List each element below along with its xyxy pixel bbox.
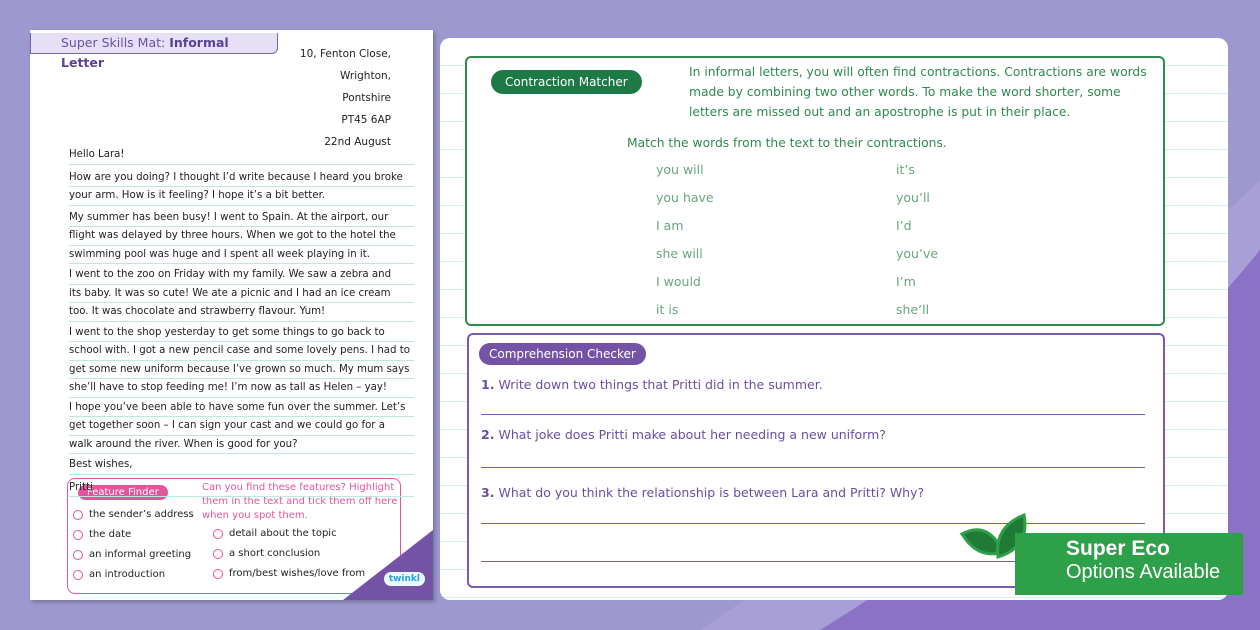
feature-checkbox-item[interactable] — [73, 549, 191, 560]
letter-line: I went to the shop yesterday to get some things to go back to — [69, 324, 414, 343]
letter-line: swimming pool was huge and I spent all week playing in it. — [69, 246, 414, 265]
letter-line: I went to the zoo on Friday with my family. We saw a zebra and — [69, 266, 414, 285]
letter-page — [30, 30, 433, 600]
page-title: Super Skills Mat: Informal Letter — [30, 33, 278, 54]
feature-checkbox-item[interactable] — [73, 509, 194, 520]
question-number: 2. — [481, 427, 495, 442]
corner-decoration — [343, 530, 433, 600]
letter-paragraph — [69, 209, 414, 265]
question-number: 3. — [481, 485, 495, 500]
letter-line: flight was delayed by three hours. When we got to the hotel the — [69, 227, 414, 246]
question — [481, 377, 823, 392]
contraction-word[interactable]: I would — [656, 274, 701, 289]
checkbox-circle-icon[interactable] — [213, 569, 223, 579]
contraction-word[interactable]: she will — [656, 246, 703, 261]
comprehension-checker-label: Comprehension Checker — [479, 343, 646, 365]
question-text: Write down two things that Pritti did in the summer. — [498, 377, 823, 392]
address-line: Wrighton, — [340, 70, 391, 82]
checkbox-circle-icon[interactable] — [213, 549, 223, 559]
address-line: 10, Fenton Close, — [299, 48, 391, 60]
letter-line: its baby. It was so cute! We ate a picnic and I had an ice cream — [69, 285, 414, 304]
feature-finder-label: Feature Finder — [78, 485, 168, 500]
feature-label: the date — [89, 529, 132, 540]
contraction-word[interactable]: I am — [656, 218, 684, 233]
checkbox-circle-icon[interactable] — [73, 570, 83, 580]
contraction-option[interactable]: you’ll — [896, 190, 930, 205]
eco-banner[interactable] — [1015, 533, 1243, 595]
question — [481, 427, 886, 442]
letter-line: How are you doing? I thought I’d write because I heard you broke — [69, 169, 414, 188]
feature-checkbox-item[interactable] — [73, 569, 165, 580]
checkbox-circle-icon[interactable] — [73, 510, 83, 520]
feature-label: a short conclusion — [229, 548, 321, 559]
question — [481, 485, 924, 500]
letter-paragraph — [69, 169, 414, 206]
feature-finder-description: Can you find these features? Highlight them in the text and tick them off here when you spot them. — [202, 482, 398, 521]
letter-paragraph — [69, 479, 414, 498]
letter-line: too. It was chocolate and strawberry flavour. Yum! — [69, 303, 414, 322]
address-line: Pontshire — [342, 92, 391, 104]
contraction-matcher-label: Contraction Matcher — [491, 70, 642, 94]
feature-label: detail about the topic — [229, 528, 337, 539]
contraction-option[interactable]: she’ll — [896, 302, 930, 317]
checkbox-circle-icon[interactable] — [73, 530, 83, 540]
feature-label: an introduction — [89, 569, 166, 580]
feature-checkbox-item[interactable] — [213, 548, 320, 559]
letter-paragraph — [69, 266, 414, 322]
letter-line: school with. I got a new pencil case and some lovely pens. I had to — [69, 342, 414, 361]
question-number: 1. — [481, 377, 495, 392]
question-text: What do you think the relationship is between Lara and Pritti? Why? — [498, 485, 925, 500]
letter-line: My summer has been busy! I went to Spain. At the airport, our — [69, 209, 414, 228]
feature-label: from/best wishes/love from — [229, 568, 366, 579]
eco-subtitle: Options Available — [1066, 561, 1221, 583]
letter-paragraph — [69, 456, 414, 475]
contraction-word[interactable]: you will — [656, 162, 704, 177]
eco-title: Super Eco — [1066, 537, 1170, 560]
contraction-instruction: Match the words from the text to their contractions. — [627, 136, 947, 150]
letter-paragraph — [69, 399, 414, 455]
letter-line: Best wishes, — [69, 456, 414, 475]
contraction-option[interactable]: I’m — [896, 274, 916, 289]
contraction-option[interactable]: it’s — [896, 162, 915, 177]
contraction-intro: In informal letters, you will often find contractions. Contractions are words made by combining two other words. To make the word shorter, some letters are missed out and an apostrophe is put in their place. — [689, 65, 1147, 119]
answer-line[interactable] — [481, 467, 1145, 468]
letter-line: I hope you’ve been able to have some fun over the summer. Let’s — [69, 399, 414, 418]
letter-line: get some new uniform because I’ve grown so much. My mum says — [69, 361, 414, 380]
contraction-word[interactable]: you have — [656, 190, 714, 205]
letter-line: Pritti — [69, 479, 414, 498]
feature-checkbox-item[interactable] — [73, 529, 131, 540]
letter-line: she’ll have to stop feeding me! I’m now as tall as Helen – yay! — [69, 379, 414, 398]
contraction-option[interactable]: I’d — [896, 218, 912, 233]
letter-line: your arm. How is it feeling? I hope it’s a bit better. — [69, 187, 414, 206]
question-text: What joke does Pritti make about her needing a new uniform? — [498, 427, 886, 442]
feature-label: the sender’s address — [89, 509, 194, 520]
feature-label: an informal greeting — [89, 549, 192, 560]
feature-checkbox-item[interactable] — [213, 528, 337, 539]
address-line: 22nd August — [324, 136, 391, 148]
letter-line: get together soon – I can sign your cast and we could go for a — [69, 417, 414, 436]
address-line: PT45 6AP — [341, 114, 391, 126]
letter-paragraph — [69, 146, 414, 165]
answer-line[interactable] — [481, 414, 1145, 415]
activity-page — [440, 38, 1228, 600]
contraction-matcher — [465, 56, 1165, 326]
contraction-word[interactable]: it is — [656, 302, 679, 317]
letter-paragraph — [69, 324, 414, 398]
twinkl-logo: twinkl — [384, 572, 425, 586]
answer-line[interactable] — [481, 523, 1145, 524]
checkbox-circle-icon[interactable] — [73, 550, 83, 560]
letter-line: walk around the river. When is good for you? — [69, 436, 414, 455]
letter-line: Hello Lara! — [69, 146, 414, 165]
checkbox-circle-icon[interactable] — [213, 529, 223, 539]
contraction-option[interactable]: you’ve — [896, 246, 939, 261]
